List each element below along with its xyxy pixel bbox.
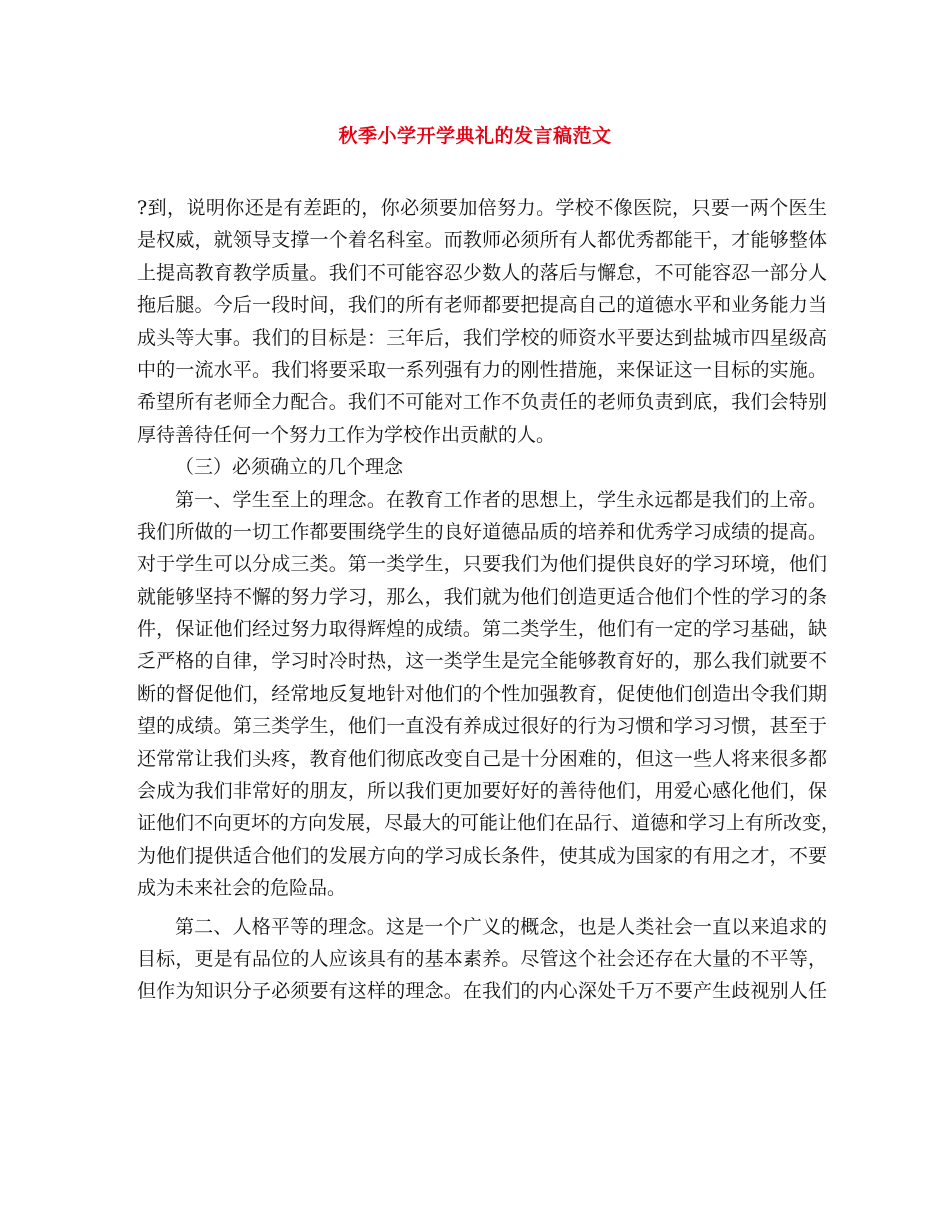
paragraph-line: 会成为我们非常好的朋友，所以我们更加要好好的善待他们，用爱心感化他们，保 bbox=[137, 780, 827, 803]
paragraph-line: 上提高教育教学质量。我们不可能容忍少数人的落后与懈怠，不可能容忍一部分人 bbox=[137, 261, 827, 284]
paragraph-line: 第二、人格平等的理念。这是一个广义的概念，也是人类社会一直以来追求的 bbox=[175, 915, 827, 938]
paragraph-line: 断的督促他们，经常地反复地针对他们的个性加强教育，促使他们创造出令我们期 bbox=[137, 682, 827, 705]
paragraph-line: 件，保证他们经过努力取得辉煌的成绩。第二类学生，他们有一定的学习基础，缺 bbox=[137, 618, 827, 641]
section-heading: （三）必须确立的几个理念 bbox=[175, 456, 404, 479]
paragraph-line: 我们所做的一切工作都要围绕学生的良好道德品质的培养和优秀学习成绩的提高。 bbox=[137, 520, 827, 543]
paragraph-line: 拖后腿。今后一段时间，我们的所有老师都要把提高自己的道德水平和业务能力当 bbox=[137, 294, 827, 317]
paragraph-line: 第一、学生至上的理念。在教育工作者的思想上，学生永远都是我们的上帝。 bbox=[175, 488, 827, 511]
paragraph-line: 还常常让我们头疼，教育他们彻底改变自己是十分困难的，但这一些人将来很多都 bbox=[137, 747, 827, 770]
paragraph-line: 目标，更是有品位的人应该具有的基本素养。尽管这个社会还存在大量的不平等， bbox=[137, 947, 827, 970]
paragraph-line: 厚待善待任何一个努力工作为学校作出贡献的人。 bbox=[137, 423, 556, 446]
paragraph-line: 对于学生可以分成三类。第一类学生，只要我们为他们提供良好的学习环境，他们 bbox=[137, 553, 827, 576]
paragraph-line: 但作为知识分子必须要有这样的理念。在我们的内心深处千万不要产生歧视别人任 bbox=[137, 980, 827, 1003]
paragraph-line: ?到，说明你还是有差距的，你必须要加倍努力。学校不像医院，只要一两个医生 bbox=[137, 197, 827, 219]
document-body bbox=[137, 192, 841, 1008]
paragraph-line: 是权威，就领导支撑一个着名科室。而教师必须所有人都优秀都能干，才能够整体 bbox=[137, 229, 827, 252]
paragraph-line: 望的成绩。第三类学生，他们一直没有养成过很好的行为习惯和学习习惯，甚至于 bbox=[137, 715, 827, 738]
paragraph-line: 证他们不向更坏的方向发展，尽最大的可能让他们在品行、道德和学习上有所改变， bbox=[137, 812, 841, 835]
paragraph-line: 为他们提供适合他们的发展方向的学习成长条件，使其成为国家的有用之才，不要 bbox=[137, 844, 827, 867]
paragraph-line: 乏严格的自律，学习时冷时热，这一类学生是完全能够教育好的，那么我们就要不 bbox=[137, 650, 827, 673]
paragraph-line: 成头等大事。我们的目标是：三年后，我们学校的师资水平要达到盐城市四星级高 bbox=[137, 326, 827, 349]
paragraph-line: 希望所有老师全力配合。我们不可能对工作不负责任的老师负责到底，我们会特别 bbox=[137, 391, 827, 414]
document-title: 秋季小学开学典礼的发言稿范文 bbox=[338, 125, 612, 147]
paragraph-line: 成为未来社会的危险品。 bbox=[137, 877, 347, 900]
paragraph-line: 中的一流水平。我们将要采取一系列强有力的刚性措施，来保证这一目标的实施。 bbox=[137, 358, 827, 381]
paragraph-line: 就能够坚持不懈的努力学习，那么，我们就为他们创造更适合他们个性的学习的条 bbox=[137, 585, 827, 608]
